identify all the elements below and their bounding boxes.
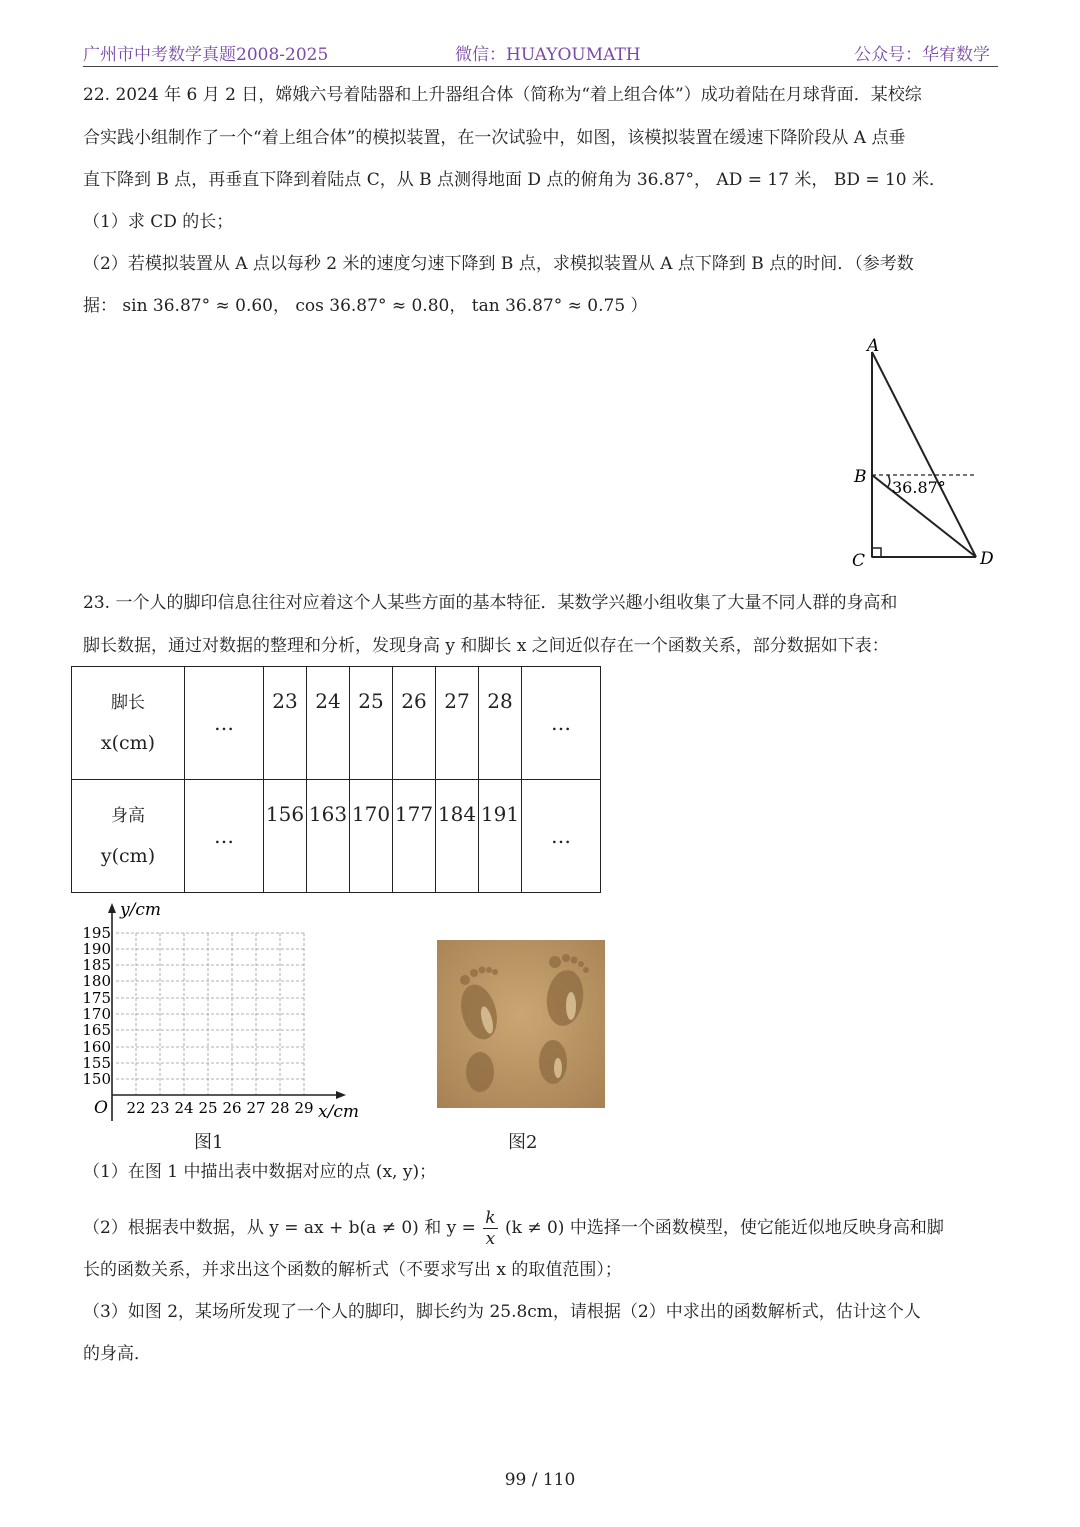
fraction-k-over-x: $\frac{k}{x}$ bbox=[485, 1208, 496, 1249]
x-tick: 25 bbox=[198, 1099, 218, 1117]
origin-label: O bbox=[94, 1098, 108, 1118]
x-tick: 24 bbox=[174, 1099, 194, 1117]
label-d: D bbox=[980, 549, 994, 569]
table-cell: 23 bbox=[264, 667, 307, 780]
y-axis-label: y/cm bbox=[120, 900, 161, 920]
footprint-photo bbox=[437, 940, 605, 1108]
q22-line3: 直下降到 B 点，再垂直下降到着陆点 C，从 B 点测得地面 D 点的俯角为 36.87°， AD = 17 米， BD = 10 米． bbox=[83, 170, 947, 190]
y-tick-labels bbox=[82, 924, 111, 1088]
q22-part1: （1）求 CD 的长； bbox=[83, 212, 234, 232]
q23-part2b: 长的函数关系，并求出这个函数的解析式（不要求写出 x 的取值范围）； bbox=[83, 1260, 622, 1280]
q22-figure bbox=[840, 332, 1010, 572]
table-header-height: 身高 y(cm) bbox=[72, 780, 185, 893]
x-tick: 22 bbox=[126, 1099, 146, 1117]
table-cell: 28 bbox=[479, 667, 522, 780]
y-tick: 155 bbox=[82, 1054, 111, 1072]
x-tick: 29 bbox=[294, 1099, 314, 1117]
right-angle-mark bbox=[872, 548, 881, 557]
q22-line1: 22. 2024 年 6 月 2 日，嫦娥六号着陆器和上升器组合体（简称为“着上组合体”）成功着陆在月球背面．某校综 bbox=[83, 85, 922, 105]
q22-part2a: （2）若模拟装置从 A 点以每秒 2 米的速度匀速下降到 B 点，求模拟装置从 A 点下降到 B 点的时间．（参考数 bbox=[83, 254, 914, 274]
x-tick: 26 bbox=[222, 1099, 242, 1117]
q23-line1: 23. 一个人的脚印信息往往对应着这个人某些方面的基本特征．某数学兴趣小组收集了大量不同人群的身高和 bbox=[83, 593, 898, 613]
table-cell: … bbox=[185, 667, 264, 780]
table-header-foot-length: 脚长 x(cm) bbox=[72, 667, 185, 780]
header-left: 广州市中考数学真题2008-2025 bbox=[83, 45, 329, 65]
y-tick: 170 bbox=[82, 1005, 111, 1023]
figure1-caption: 图1 bbox=[194, 1132, 224, 1153]
line-ad bbox=[872, 352, 976, 557]
table-cell: 163 bbox=[307, 780, 350, 893]
figure2-caption: 图2 bbox=[508, 1132, 538, 1153]
x-tick: 27 bbox=[246, 1099, 266, 1117]
y-tick: 195 bbox=[82, 924, 111, 942]
q22-part2b: 据： sin 36.87° ≈ 0.60， cos 36.87° ≈ 0.80， tan 36.87° ≈ 0.75 ） bbox=[83, 296, 648, 316]
table-cell: 156 bbox=[264, 780, 307, 893]
angle-label: 36.87° bbox=[892, 478, 946, 497]
page-number: 99 / 110 bbox=[504, 1470, 576, 1490]
table-cell: … bbox=[522, 780, 601, 893]
page-header bbox=[83, 38, 998, 67]
x-axis-arrow-icon bbox=[336, 1091, 346, 1099]
q23-part3a: （3）如图 2，某场所发现了一个人的脚印，脚长约为 25.8cm，请根据（2）中求出的函数解析式，估计这个人 bbox=[83, 1302, 921, 1322]
table-row bbox=[72, 780, 601, 893]
label-c: C bbox=[852, 551, 866, 571]
label-b: B bbox=[854, 467, 867, 487]
table-cell: … bbox=[185, 780, 264, 893]
y-tick: 180 bbox=[82, 972, 111, 990]
table-cell: … bbox=[522, 667, 601, 780]
graph-grid-figure bbox=[78, 895, 378, 1125]
table-cell: 177 bbox=[393, 780, 436, 893]
x-tick: 23 bbox=[150, 1099, 170, 1117]
table-cell: 191 bbox=[479, 780, 522, 893]
data-table bbox=[71, 666, 601, 893]
y-axis-arrow-icon bbox=[108, 903, 116, 913]
y-tick: 150 bbox=[82, 1070, 111, 1088]
table-cell: 170 bbox=[350, 780, 393, 893]
y-tick: 190 bbox=[82, 940, 111, 958]
label-a: A bbox=[867, 336, 880, 356]
header-right: 公众号：华宥数学 bbox=[854, 45, 990, 65]
q23-part1: （1）在图 1 中描出表中数据对应的点 (x, y)； bbox=[83, 1162, 437, 1182]
table-cell: 24 bbox=[307, 667, 350, 780]
table-cell: 26 bbox=[393, 667, 436, 780]
x-tick: 28 bbox=[270, 1099, 290, 1117]
table-cell: 27 bbox=[436, 667, 479, 780]
y-tick: 185 bbox=[82, 956, 111, 974]
x-tick-labels bbox=[126, 1099, 313, 1117]
header-center: 微信：HUAYOUMATH bbox=[455, 45, 641, 65]
table-cell: 25 bbox=[350, 667, 393, 780]
q23-part2a: （2）根据表中数据，从 y = ax + b(a ≠ 0) 和 y = $\frac{k}{x}$ (k ≠ 0) 中选择一个函数模型，使它能近似地反映身高和脚 bbox=[83, 1208, 944, 1249]
y-tick: 175 bbox=[82, 989, 111, 1007]
grid-lines bbox=[116, 933, 304, 1095]
table-cell: 184 bbox=[436, 780, 479, 893]
q23-part3b: 的身高． bbox=[83, 1344, 151, 1364]
x-axis-label: x/cm bbox=[318, 1102, 359, 1122]
table-row bbox=[72, 667, 601, 780]
y-tick: 160 bbox=[82, 1038, 111, 1056]
y-tick: 165 bbox=[82, 1021, 111, 1039]
q23-line2: 脚长数据，通过对数据的整理和分析，发现身高 y 和脚长 x 之间近似存在一个函数关系，部分数据如下表： bbox=[83, 636, 889, 656]
q22-line2: 合实践小组制作了一个“着上组合体”的模拟装置，在一次试验中，如图，该模拟装置在缓速下降阶段从 A 点垂 bbox=[83, 128, 906, 148]
